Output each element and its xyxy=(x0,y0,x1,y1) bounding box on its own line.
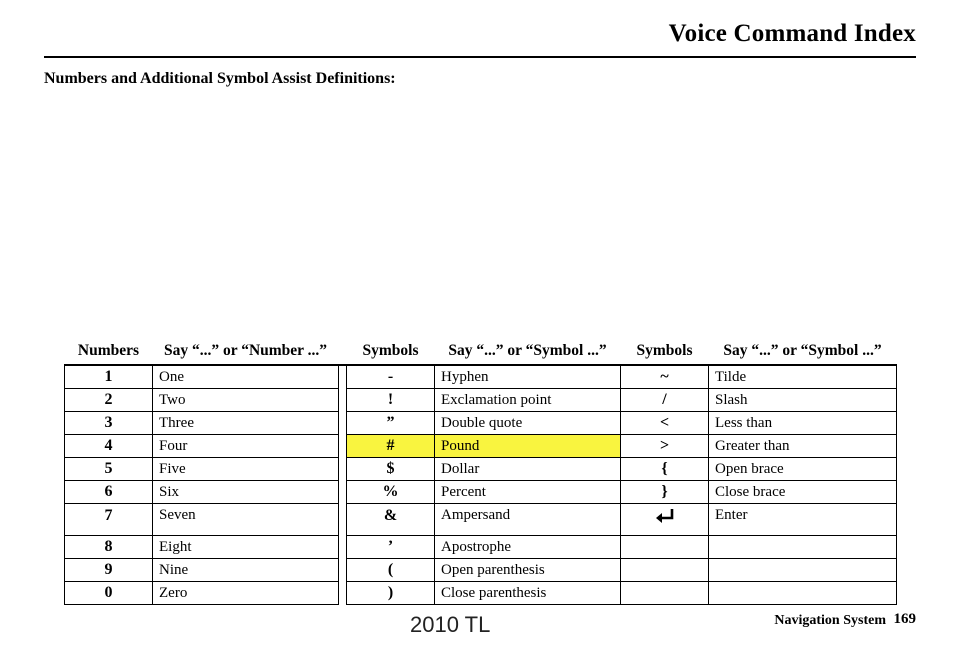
symbol-say-cell: Ampersand xyxy=(435,504,621,536)
symbol-say-cell-2 xyxy=(709,559,897,582)
symbol-cell: ( xyxy=(347,559,435,582)
column-gap xyxy=(339,481,347,504)
number-say-cell: Three xyxy=(153,412,339,435)
column-gap xyxy=(339,389,347,412)
col-header-number-say: Say “...” or “Number ...” xyxy=(153,338,339,365)
column-gap xyxy=(339,536,347,559)
symbol-say-cell-2: Tilde xyxy=(709,365,897,389)
symbol-cell-2 xyxy=(621,559,709,582)
symbol-say-cell: Percent xyxy=(435,481,621,504)
symbol-cell-2: ~ xyxy=(621,365,709,389)
number-cell: 3 xyxy=(65,412,153,435)
symbol-say-cell-2: Slash xyxy=(709,389,897,412)
number-say-cell: Six xyxy=(153,481,339,504)
col-header-symbol-say: Say “...” or “Symbol ...” xyxy=(435,338,621,365)
col-header-symbols: Symbols xyxy=(347,338,435,365)
symbol-cell: % xyxy=(347,481,435,504)
symbol-say-cell-2: Open brace xyxy=(709,458,897,481)
symbol-cell: ” xyxy=(347,412,435,435)
symbol-cell-2: } xyxy=(621,481,709,504)
table-row xyxy=(65,389,897,412)
symbol-say-cell-2: Less than xyxy=(709,412,897,435)
symbol-say-cell-2 xyxy=(709,582,897,605)
symbol-say-cell-2 xyxy=(709,536,897,559)
column-gap xyxy=(339,412,347,435)
number-cell: 5 xyxy=(65,458,153,481)
symbol-say-cell-2: Enter xyxy=(709,504,897,536)
symbol-cell-2 xyxy=(621,536,709,559)
number-cell: 6 xyxy=(65,481,153,504)
symbol-say-cell: Open parenthesis xyxy=(435,559,621,582)
column-gap xyxy=(339,582,347,605)
voice-command-table xyxy=(64,338,897,605)
model-watermark: 2010 TL xyxy=(410,612,491,637)
section-heading: Numbers and Additional Symbol Assist Definitions: xyxy=(44,70,396,87)
number-cell: 0 xyxy=(65,582,153,605)
symbol-say-cell: Double quote xyxy=(435,412,621,435)
number-say-cell: One xyxy=(153,365,339,389)
symbol-cell: $ xyxy=(347,458,435,481)
table-row xyxy=(65,481,897,504)
footer-label: Navigation System xyxy=(774,613,886,628)
number-say-cell: Eight xyxy=(153,536,339,559)
symbol-cell-2: { xyxy=(621,458,709,481)
table-row xyxy=(65,582,897,605)
number-cell: 1 xyxy=(65,365,153,389)
symbol-cell: ! xyxy=(347,389,435,412)
table-row xyxy=(65,365,897,389)
symbol-say-cell: Dollar xyxy=(435,458,621,481)
symbol-say-cell: Hyphen xyxy=(435,365,621,389)
column-gap xyxy=(339,458,347,481)
table-row xyxy=(65,458,897,481)
symbol-cell-2: / xyxy=(621,389,709,412)
column-gap xyxy=(339,365,347,389)
table-row xyxy=(65,435,897,458)
symbol-say-cell-2: Greater than xyxy=(709,435,897,458)
table-row xyxy=(65,559,897,582)
symbol-say-cell: Apostrophe xyxy=(435,536,621,559)
number-cell: 8 xyxy=(65,536,153,559)
symbol-say-cell: Close parenthesis xyxy=(435,582,621,605)
col-header-symbols-2: Symbols xyxy=(621,338,709,365)
symbol-cell: ’ xyxy=(347,536,435,559)
number-cell: 9 xyxy=(65,559,153,582)
symbol-cell: & xyxy=(347,504,435,536)
page-title: Voice Command Index xyxy=(668,20,916,47)
symbol-cell: - xyxy=(347,365,435,389)
number-say-cell: Two xyxy=(153,389,339,412)
column-gap xyxy=(339,435,347,458)
symbol-say-cell: Exclamation point xyxy=(435,389,621,412)
symbol-cell-2: < xyxy=(621,412,709,435)
number-cell: 2 xyxy=(65,389,153,412)
number-say-cell: Nine xyxy=(153,559,339,582)
number-cell: 7 xyxy=(65,504,153,536)
number-say-cell: Five xyxy=(153,458,339,481)
table-row xyxy=(65,536,897,559)
number-cell: 4 xyxy=(65,435,153,458)
table-row xyxy=(65,504,897,536)
symbol-cell-2: > xyxy=(621,435,709,458)
number-say-cell: Zero xyxy=(153,582,339,605)
number-say-cell: Four xyxy=(153,435,339,458)
page-number: 169 xyxy=(893,611,916,627)
symbol-cell-2 xyxy=(621,504,709,536)
number-say-cell: Seven xyxy=(153,504,339,536)
col-header-numbers: Numbers xyxy=(65,338,153,365)
table-row xyxy=(65,412,897,435)
table-header-row xyxy=(65,338,897,365)
col-gap xyxy=(339,338,347,365)
enter-return-icon xyxy=(654,508,676,524)
header-rule xyxy=(44,56,916,58)
symbol-cell: ) xyxy=(347,582,435,605)
col-header-symbol-say-2: Say “...” or “Symbol ...” xyxy=(709,338,897,365)
column-gap xyxy=(339,504,347,536)
column-gap xyxy=(339,559,347,582)
symbol-say-cell-highlighted: Pound xyxy=(435,435,621,458)
symbol-cell-2 xyxy=(621,582,709,605)
symbol-say-cell-2: Close brace xyxy=(709,481,897,504)
symbol-cell-highlighted: # xyxy=(347,435,435,458)
